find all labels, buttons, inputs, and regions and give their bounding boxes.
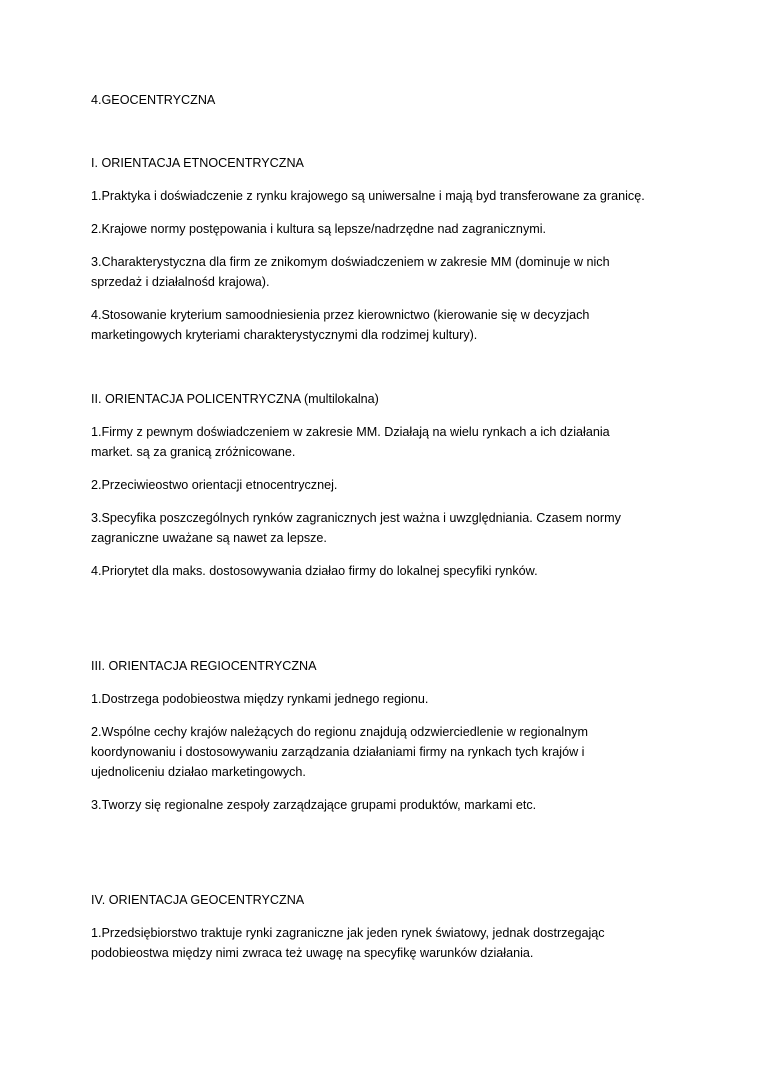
paragraph-line: market. są za granicą zróżnicowane.	[91, 445, 296, 459]
paragraph-line: 3.Charakterystyczna dla firm ze znikomym doświadczeniem w zakresie MM (dominuje w nich	[91, 255, 610, 269]
paragraph-line: 1.Przedsiębiorstwo traktuje rynki zagraniczne jak jeden rynek światowy, jednak dostrzegając	[91, 926, 605, 940]
paragraph-line: 2.Wspólne cechy krajów należących do regionu znajdują odzwierciedlenie w regionalnym	[91, 725, 589, 739]
paragraph-line: zagraniczne uważane są nawet za lepsze.	[91, 531, 327, 545]
paragraph-line: ujednoliceniu działao marketingowych.	[91, 765, 306, 779]
paragraph-line: 1.Firmy z pewnym doświadczeniem w zakresie MM. Działają na wielu rynkach a ich działania	[91, 425, 610, 439]
section-heading: III. ORIENTACJA REGIOCENTRYCZNA	[91, 659, 317, 673]
section-heading: IV. ORIENTACJA GEOCENTRYCZNA	[91, 893, 305, 907]
intro-line: 4.GEOCENTRYCZNA	[91, 93, 216, 107]
paragraph-line: marketingowych kryteriami charakterystycznymi dla rodzimej kultury).	[91, 328, 478, 342]
paragraph-line: 3.Specyfika poszczególnych rynków zagranicznych jest ważna i uwzględniania. Czasem normy	[91, 511, 621, 525]
paragraph-line: 1.Praktyka i doświadczenie z rynku krajowego są uniwersalne i mają byd transferowane za granicę.	[91, 189, 645, 203]
paragraph-line: koordynowaniu i dostosowywaniu zarządzania działaniami firmy na rynkach tych krajów i	[91, 745, 585, 759]
paragraph-line: podobieostwa między nimi zwraca też uwagę na specyfikę warunków działania.	[91, 946, 534, 960]
paragraph-line: 2.Krajowe normy postępowania i kultura są lepsze/nadrzędne nad zagranicznymi.	[91, 222, 547, 236]
paragraph-line: 4.Priorytet dla maks. dostosowywania działao firmy do lokalnej specyfiki rynków.	[91, 564, 538, 578]
paragraph-line: 3.Tworzy się regionalne zespoły zarządzające grupami produktów, markami etc.	[91, 798, 537, 812]
paragraph-line: 4.Stosowanie kryterium samoodniesienia przez kierownictwo (kierowanie się w decyzjach	[91, 308, 590, 322]
section-heading: I. ORIENTACJA ETNOCENTRYCZNA	[91, 156, 304, 170]
paragraph-line: sprzedaż i działalnośd krajowa).	[91, 275, 270, 289]
section-heading: II. ORIENTACJA POLICENTRYCZNA (multilokalna)	[91, 392, 379, 406]
paragraph-line: 1.Dostrzega podobieostwa między rynkami jednego regionu.	[91, 692, 429, 706]
paragraph-line: 2.Przeciwieostwo orientacji etnocentrycznej.	[91, 478, 338, 492]
